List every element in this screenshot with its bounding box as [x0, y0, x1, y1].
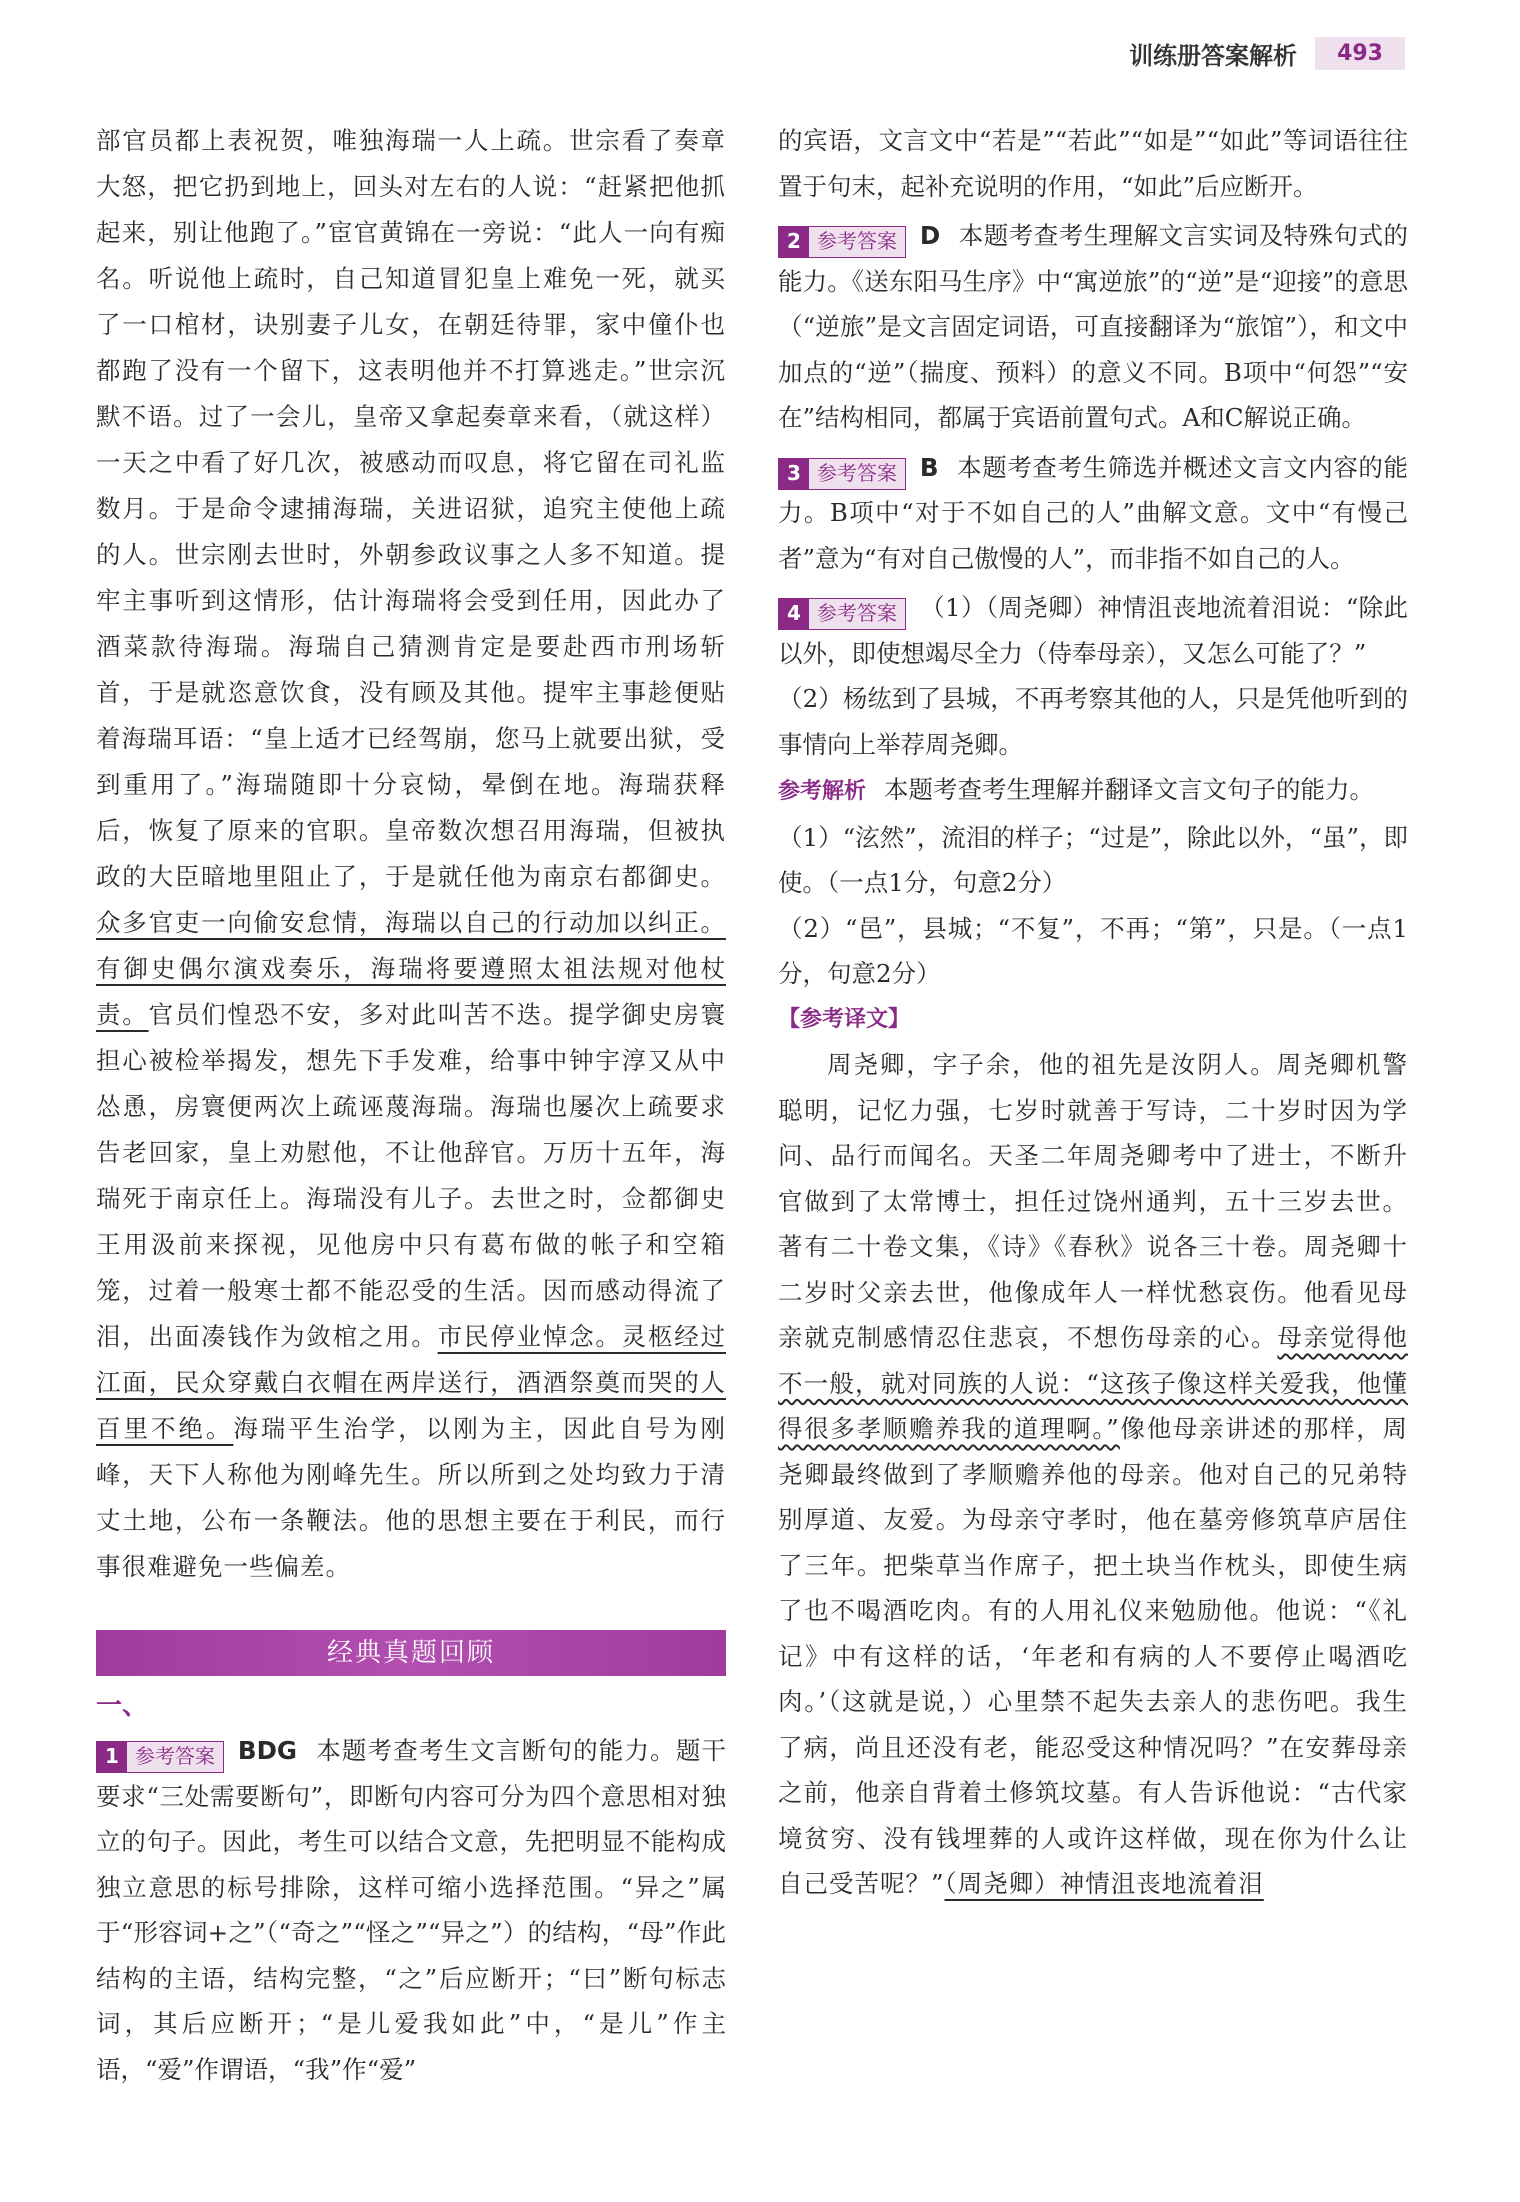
left-body-text-3: 海瑞平生治学，以刚为主，因此自号为刚峰，天下人称他为刚峰先生。所以所到之处均致力于清丈土地，公布一条鞭法。他的思想主要在于利民，而行事很难避免一些偏差。 [96, 1414, 727, 1581]
translation-underlined: （周尧卿）神情沮丧地流着泪 [944, 1869, 1264, 1898]
answer-tag-label: 参考答案 [809, 227, 905, 257]
answer-tag [778, 226, 906, 258]
translation-text [778, 1042, 1408, 1907]
translation-text-1: 周尧卿，字子余，他的祖先是汝阴人。周尧卿机警聪明，记忆力强，七岁时就善于写诗，二十岁时因为学问、品行而闻名。天圣二年周尧卿考中了进士，不断升官做到了太常博士，担任过饶州通判，五十三岁去世。著有二十卷文集，《诗》《春秋》说各三十卷。周尧卿十二岁时父亲去世，他像成年人一样忧愁哀伤。他看见母亲就克制感情忍住悲哀，不想伤母亲的心。 [778, 1050, 1408, 1352]
question-4-part-2: （2）杨纮到了县城，不再考察其他的人，只是凭他听到的事情向上举荐周尧卿。 [778, 684, 1408, 759]
answer-explanation: （1）（周尧卿）神情沮丧地流着泪说：“除此以外，即使想竭尽全力（侍奉母亲），又怎么可能了？” [778, 593, 1408, 668]
answer-tag-number: 2 [779, 227, 809, 257]
answer-tag [778, 458, 906, 490]
left-body-underlined-2: 市民停业悼念。灵柩经过江面，民众穿戴白衣帽在两岸送行，酒酒祭奠而哭的人百里不绝。 [96, 1322, 727, 1443]
section-banner: 经典真题回顾 [96, 1630, 726, 1676]
left-body [96, 118, 726, 1590]
question-2 [778, 213, 1408, 441]
subsection-heading: 一、 [96, 1691, 149, 1721]
answer-tag-number: 4 [779, 599, 809, 629]
analysis-point-2: （2）“邑”，县城；“不复”，不再；“第”，只是。（一点1分，句意2分） [778, 913, 1408, 988]
page-header [1129, 36, 1405, 71]
question-1 [96, 1728, 726, 2092]
answer-tag-label: 参考答案 [127, 1742, 223, 1772]
left-column [96, 118, 726, 2092]
translation-wavy: 母亲觉得他不一般，就对同族的人说：“这孩子像这样关爱我，他懂得很多孝顺赡养我的道理啊。” [778, 1323, 1409, 1443]
header-title: 训练册答案解析 [1129, 42, 1298, 70]
analysis-text: 本题考查考生理解并翻译文言文句子的能力。 [884, 775, 1375, 804]
page-number: 493 [1315, 37, 1405, 70]
answer-value: D [919, 221, 941, 250]
answer-explanation: 本题考查考生理解文言实词及特殊句式的能力。《送东阳马生序》中“寓逆旅”的“逆”是“迎接”的意思（“逆旅”是文言固定词语，可直接翻译为“旅馆”），和文中加点的“逆”（揣度、预料）的意义不同。B项中“何怨”“安在”结构相同，都属于宾语前置句式。A和C解说正确。 [778, 221, 1408, 432]
right-column [778, 118, 1408, 1907]
analysis-label: 参考解析 [778, 779, 867, 804]
answer-tag [96, 1741, 224, 1773]
answer-tag-label: 参考答案 [809, 599, 905, 629]
question-1-continued: 的宾语，文言文中“若是”“若此”“如是”“如此”等词语往往置于句末，起补充说明的作用，“如此”后应断开。 [778, 126, 1408, 201]
answer-value: B [919, 452, 939, 482]
answer-value: BDG [237, 1736, 298, 1765]
left-body-underlined-1: 众多官吏一向偷安怠情，海瑞以自己的行动加以纠正。有御史偶尔演戏奏乐，海瑞将要遵照太祖法规对他杖责。 [96, 908, 726, 1029]
answer-tag-number: 3 [779, 459, 809, 489]
analysis [778, 767, 1408, 815]
answer-tag [778, 598, 906, 630]
question-3 [778, 445, 1408, 582]
answer-explanation: 本题考查考生筛选并概述文言文内容的能力。B项中“对于不如自己的人”曲解文意。文中“有慢己者”意为“有对自己傲慢的人”，而非指不如自己的人。 [778, 452, 1408, 573]
answer-explanation: 本题考查考生文言断句的能力。题干要求“三处需要断句”，即断句内容可分为四个意思相对独立的句子。因此，考生可以结合文意，先把明显不能构成独立意思的标号排除，这样可缩小选择范围。“异之”属于“形容词+之”（“奇之”“怪之”“异之”）的结构，“母”作此结构的主语，结构完整，“之”后应断开；“曰”断句标志词，其后应断开；“是儿爱我如此”中，“是儿”作主语，“爱”作谓语，“我”作“爱” [96, 1736, 726, 2084]
left-body-text-2: 官员们惶恐不安，多对此叫苦不迭。提学御史房寰担心被检举揭发，想先下手发难，给事中钟宇淳又从中怂恿，房寰便两次上疏诬蔑海瑞。海瑞也屡次上疏要求告老回家，皇上劝慰他，不让他辞官。万历十五年，海瑞死于南京任上。海瑞没有儿子。去世之时，佥都御史王用汲前来探视，见他房中只有葛布做的帐子和空箱笼，过着一般寒士都不能忍受的生活。因而感动得流了泪，出面凑钱作为敛棺之用。 [96, 1000, 727, 1351]
question-4 [778, 585, 1408, 676]
answer-tag-label: 参考答案 [809, 459, 905, 489]
analysis-point-1: （1）“泫然”，流泪的样子；“过是”，除此以外，“虽”，即使。（一点1分，句意2分） [778, 822, 1408, 897]
translation-label: 【参考译文】 [778, 1006, 911, 1032]
translation-text-2: 像他母亲讲述的那样，周尧卿最终做到了孝顺赡养他的母亲。他对自己的兄弟特别厚道、友爱。为母亲守孝时，他在墓旁修筑草庐居住了三年。把柴草当作席子，把土块当作枕头，即使生病了也不喝酒吃肉。有的人用礼仪来勉励他。他说：“《礼记》中有这样的话，‘年老和有病的人不要停止喝酒吃肉。’（这就是说，）心里禁不起失去亲人的悲伤吧。我生了病，尚且还没有老，能忍受这种情况吗？”在安葬母亲之前，他亲自背着土修筑坟墓。有人告诉他说：“古代家境贫穷、没有钱埋葬的人或许这样做，现在你为什么让自己受苦呢？” [778, 1414, 1409, 1898]
answer-tag-number: 1 [97, 1742, 127, 1772]
left-body-text-1: 部官员都上表祝贺，唯独海瑞一人上疏。世宗看了奏章大怒，把它扔到地上，回头对左右的人说：“赶紧把他抓起来，别让他跑了。”宦官黄锦在一旁说：“此人一向有痴名。听说他上疏时，自己知道冒犯皇上难免一死，就买了一口棺材，诀别妻子儿女，在朝廷待罪，家中僮仆也都跑了没有一个留下，这表明他并不打算逃走。”世宗沉默不语。过了一会儿，皇帝又拿起奏章来看，（就这样）一天之中看了好几次，被感动而叹息，将它留在司礼监数月。于是命令逮捕海瑞，关进诏狱，追究主使他上疏的人。世宗刚去世时，外朝参政议事之人多不知道。提牢主事听到这情形，估计海瑞将会受到任用，因此办了酒菜款待海瑞。海瑞自己猜测肯定是要赴西市刑场斩首，于是就恣意饮食，没有顾及其他。提牢主事趁便贴着海瑞耳语：“皇上适才已经驾崩，您马上就要出狱，受到重用了。”海瑞随即十分哀恸，晕倒在地。海瑞获释后，恢复了原来的官职。皇帝数次想召用海瑞，但被执政的大臣暗地里阻止了，于是就任他为南京右都御史。 [96, 126, 726, 891]
